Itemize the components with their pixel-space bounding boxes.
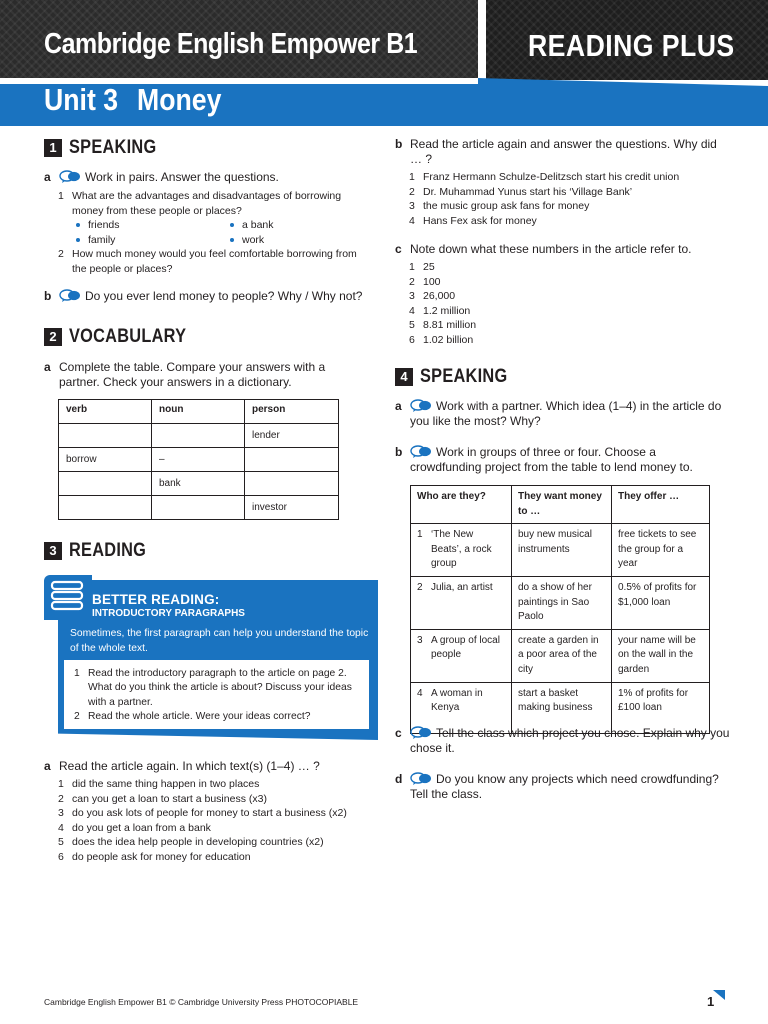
bullet-item: work (228, 233, 348, 248)
list-item: 6 do people ask for money for education (58, 850, 251, 863)
unit-heading (44, 82, 240, 118)
table-row (411, 524, 710, 577)
question-letter: a (395, 399, 402, 413)
reading-plus-badge: READING PLUS (528, 28, 735, 63)
bullet-item: a bank (228, 218, 348, 233)
cell-text: A woman in Kenya (431, 687, 483, 714)
table-header-row (59, 400, 339, 424)
table-cell (152, 496, 245, 520)
list-item-text: How much money would you feel comfortable borrowing from the people or places? (72, 248, 357, 275)
section-1-heading (44, 137, 171, 159)
question-1a-list (58, 189, 358, 218)
table-cell: borrow (59, 448, 152, 472)
table-cell: 2 Julia, an artist (411, 576, 512, 629)
question-text: Complete the table. Compare your answers with a partner. Check your answers in a dictionary. (59, 360, 326, 389)
list-item-text: 25 (423, 261, 435, 273)
list-item-text: do people ask for money for education (72, 850, 251, 863)
question-3b-list (409, 170, 729, 228)
crowdfunding-table (410, 485, 710, 734)
question-1a (44, 170, 374, 185)
table-row (59, 472, 339, 496)
list-item-text: Franz Hermann Schulze-Delitzsch start his credit union (423, 171, 680, 183)
question-text: Note down what these numbers in the article refer to. (410, 242, 692, 256)
table-cell: 0.5% of profits for $1,000 loan (612, 576, 710, 629)
table-row (411, 629, 710, 682)
table-header: noun (152, 400, 245, 424)
question-3c-list (409, 260, 609, 348)
list-item-text: Dr. Muhammad Yunus start his ‘Village Bank’ (423, 185, 633, 198)
better-reading-subtitle: INTRODUCTORY PARAGRAPHS (92, 608, 245, 619)
list-item: 4 1.2 million (409, 304, 471, 317)
cell-text: Julia, an artist (431, 581, 493, 593)
table-cell: – (152, 448, 245, 472)
table-cell: buy new musical instruments (512, 524, 612, 577)
question-letter: b (395, 137, 403, 151)
bullet-item: friends (74, 218, 204, 233)
better-reading-title: BETTER READING: (92, 592, 220, 607)
table-row (59, 448, 339, 472)
table-header: person (245, 400, 339, 424)
list-item-text: the music group ask fans for money (423, 200, 590, 213)
list-item: 5 8.81 million (409, 319, 477, 332)
table-cell: 4 A woman in Kenya (411, 682, 512, 733)
bullet-list-left (74, 218, 204, 247)
table-cell (245, 448, 339, 472)
table-header-row (411, 486, 710, 524)
question-letter: d (395, 772, 403, 786)
list-item-text: Hans Fex ask for money (423, 214, 537, 227)
list-item-text: 8.81 million (423, 319, 477, 332)
question-3a-list (58, 777, 378, 865)
list-item: 2 Dr. Muhammad Yunus start his ‘Village Bank’ (409, 185, 633, 198)
question-letter: b (44, 289, 52, 303)
question-2a (44, 360, 354, 390)
table-cell (59, 472, 152, 496)
speech-bubble-icon (410, 445, 432, 458)
question-letter: a (44, 170, 51, 184)
list-item-text: Read the whole article. Were your ideas correct? (88, 710, 311, 722)
question-1b (44, 289, 384, 304)
unit-number: Unit 3 (44, 82, 119, 117)
section-number: 1 (44, 139, 62, 157)
table-cell: 1% of profits for £100 loan (612, 682, 710, 733)
question-3a (44, 759, 364, 774)
speech-bubble-icon (410, 399, 432, 412)
speech-bubble-icon (59, 170, 81, 183)
table-cell: create a garden in a poor area of the city (512, 629, 612, 682)
question-text: Tell the class which project you chose. Explain why you chose it. (410, 726, 730, 755)
question-3c (395, 242, 725, 257)
list-item-text: did the same thing happen in two places (72, 778, 260, 790)
list-item-text: 100 (423, 275, 441, 288)
question-4d (395, 772, 725, 802)
list-item: 3 do you ask lots of people for money to start a business (x2) (58, 807, 347, 820)
list-item: 2 100 (409, 275, 441, 288)
list-item: 2 How much money would you feel comfortable borrowing from the people or places? (58, 248, 357, 275)
question-letter: b (395, 445, 403, 459)
list-item: 4 Hans Fex ask for money (409, 214, 537, 227)
list-item: 3 the music group ask fans for money (409, 200, 590, 213)
question-text: Read the article again. In which text(s) (1–4) … ? (59, 759, 320, 773)
table-row (59, 496, 339, 520)
table-header: verb (59, 400, 152, 424)
section-title: VOCABULARY (69, 326, 187, 347)
section-title: READING (69, 540, 147, 561)
table-cell: free tickets to see the group for a year (612, 524, 710, 577)
question-letter: c (395, 242, 402, 256)
question-4b (395, 445, 725, 475)
section-4-heading (395, 366, 522, 388)
table-cell (59, 496, 152, 520)
question-text: Do you know any projects which need crowdfunding? Tell the class. (410, 772, 719, 801)
question-text: Work in pairs. Answer the questions. (85, 170, 279, 184)
table-row (411, 576, 710, 629)
table-header: They offer … (612, 486, 710, 524)
section-number: 3 (44, 542, 62, 560)
table-cell (59, 424, 152, 448)
list-item: 6 1.02 billion (409, 333, 474, 346)
page-corner-icon (713, 990, 725, 1000)
section-number: 2 (44, 328, 62, 346)
list-item-text: Read the introductory paragraph to the article on page 2. What do you think the article is about? Discuss your ideas with a partner. (88, 668, 352, 708)
speech-bubble-icon (59, 289, 81, 302)
speech-bubble-icon (410, 726, 432, 739)
table-cell: 1 ‘The New Beats’, a rock group (411, 524, 512, 577)
question-text: Do you ever lend money to people? Why / Why not? (85, 289, 363, 303)
list-item: 5 does the idea help people in developing countries (x2) (58, 836, 324, 849)
better-reading-text: Sometimes, the first paragraph can help you understand the topic of the whole text. (70, 628, 369, 654)
vocabulary-table (58, 399, 339, 520)
list-item: 1 25 (409, 261, 435, 273)
list-item: 1 What are the advantages and disadvantages of borrowing money from these people or places? (58, 190, 342, 217)
speech-bubble-icon (410, 772, 432, 785)
page-number: 1 (707, 994, 715, 1009)
list-item: 4 do you get a loan from a bank (58, 821, 211, 834)
list-item: 2 can you get a loan to start a business (x3) (58, 792, 267, 805)
list-item-text: 26,000 (423, 290, 456, 303)
better-reading-list (74, 667, 364, 724)
question-4a (395, 399, 725, 429)
section-3-heading (44, 540, 159, 562)
stack-icon (48, 578, 88, 616)
question-letter: a (44, 759, 51, 773)
table-cell: bank (152, 472, 245, 496)
list-item: 2 Read the whole article. Were your ideas correct? (74, 710, 311, 722)
footer-copyright: Cambridge English Empower B1 © Cambridge University Press PHOTOCOPIABLE (44, 997, 359, 1007)
question-4c (395, 726, 730, 756)
list-item: 1 did the same thing happen in two places (58, 778, 260, 790)
list-item: 1 Read the introductory paragraph to the article on page 2. What do you think the article is about? Discuss your ideas with a partner. (74, 668, 352, 708)
question-text: Work with a partner. Which idea (1–4) in the article do you like the most? Why? (410, 399, 722, 428)
table-cell: do a show of her paintings in Sao Paolo (512, 576, 612, 629)
list-item-text: do you get a loan from a bank (72, 821, 211, 834)
question-1a-list-2 (58, 247, 358, 276)
table-cell: investor (245, 496, 339, 520)
question-letter: a (44, 360, 51, 374)
list-item: 1 Franz Hermann Schulze-Delitzsch start his credit union (409, 171, 680, 183)
list-item-text: do you ask lots of people for money to start a business (x2) (72, 807, 347, 820)
table-cell: your name will be on the wall in the garden (612, 629, 710, 682)
cell-text: A group of local people (431, 634, 500, 661)
table-cell (152, 424, 245, 448)
table-header: Who are they? (411, 486, 512, 524)
list-item: 3 26,000 (409, 290, 456, 303)
section-title: SPEAKING (420, 366, 508, 387)
list-item-text: 1.2 million (423, 304, 471, 317)
table-header: They want money to … (512, 486, 612, 524)
table-cell: lender (245, 424, 339, 448)
bullet-item: family (74, 233, 204, 248)
list-item-text: does the idea help people in developing countries (x2) (72, 836, 324, 849)
question-text: Read the article again and answer the questions. Why did … ? (410, 137, 717, 166)
section-number: 4 (395, 368, 413, 386)
book-title: Cambridge English Empower B1 (44, 28, 418, 60)
question-3b (395, 137, 725, 167)
table-cell: start a basket making business (512, 682, 612, 733)
table-cell: 3 A group of local people (411, 629, 512, 682)
cell-text: ‘The New Beats’, a rock group (431, 529, 492, 570)
table-cell (245, 472, 339, 496)
question-text: Work in groups of three or four. Choose a crowdfunding project from the table to lend money to. (410, 445, 693, 474)
unit-title: Money (136, 82, 222, 117)
section-title: SPEAKING (69, 137, 157, 158)
question-letter: c (395, 726, 402, 740)
list-item-text: can you get a loan to start a business (x3) (72, 792, 267, 805)
list-item-text: 1.02 billion (423, 333, 474, 346)
bullet-list-right (228, 218, 348, 247)
list-item-text: What are the advantages and disadvantages of borrowing money from these people or places? (72, 190, 342, 217)
table-row (59, 424, 339, 448)
section-2-heading (44, 326, 205, 348)
